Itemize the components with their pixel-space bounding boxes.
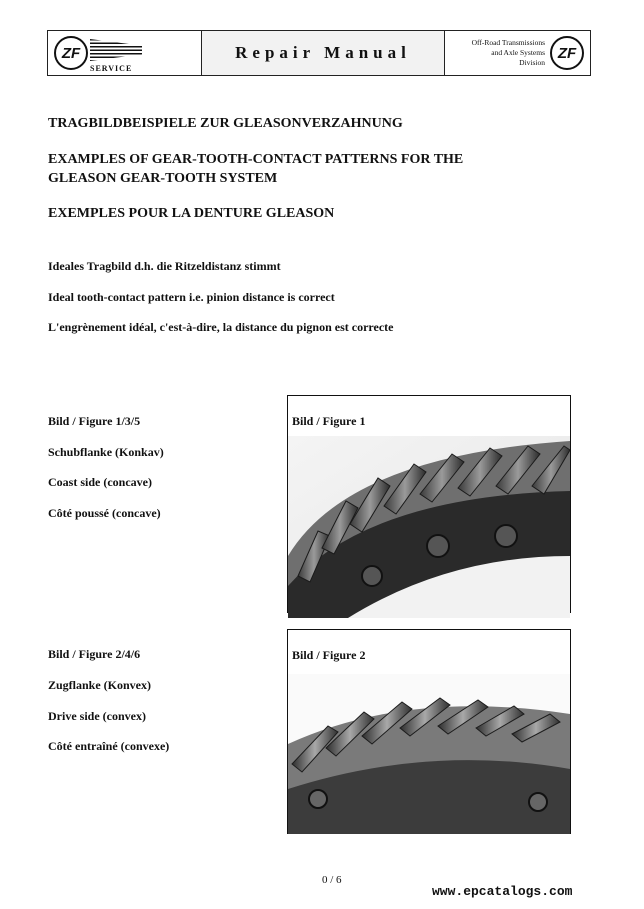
zf-logo-text: ZF [61, 44, 81, 62]
intro-de: Ideales Tragbild d.h. die Ritzeldistanz stimmt [48, 259, 281, 273]
figure-2-frame [287, 629, 571, 834]
division-line-3: Division [519, 58, 545, 67]
coast-side-fr: Côté poussé (concave) [48, 506, 161, 520]
figure-ref-2: Bild / Figure 2/4/6 [48, 647, 141, 661]
watermark: www.epcatalogs.com [432, 884, 573, 899]
zf-logo-right-icon [550, 36, 584, 70]
service-label: SERVICE [90, 64, 133, 73]
drive-side-fr: Côté entraîné (convexe) [48, 739, 170, 753]
figure-2-label: Bild / Figure 2 [292, 648, 366, 662]
logo-stripes-icon [90, 39, 142, 61]
heading-en-line-1: EXAMPLES OF GEAR-TOOTH-CONTACT PATTERNS FOR THE [48, 152, 464, 167]
drive-side-de: Zugflanke (Konvex) [48, 678, 152, 692]
figure-1-gear-photo [288, 436, 570, 618]
figure-1-frame [287, 395, 571, 613]
heading-de: TRAGBILDBEISPIELE ZUR GLEASONVERZAHNUNG [48, 116, 403, 131]
manual-title: Repair Manual [202, 31, 445, 75]
coast-side-en: Coast side (concave) [48, 475, 152, 489]
intro-fr: L'engrènement idéal, c'est-à-dire, la distance du pignon est correcte [48, 320, 394, 334]
zf-service-logo [48, 31, 202, 75]
page-header [47, 30, 591, 76]
division-line-2: and Axle Systems [491, 48, 545, 57]
intro-en: Ideal tooth-contact pattern i.e. pinion distance is correct [48, 290, 335, 304]
heading-fr: EXEMPLES POUR LA DENTURE GLEASON [48, 206, 335, 221]
division-text [449, 38, 545, 68]
figure-ref-1: Bild / Figure 1/3/5 [48, 414, 141, 428]
heading-en-line-2: GLEASON GEAR-TOOTH SYSTEM [48, 171, 278, 186]
division-block [445, 31, 590, 75]
drive-side-en: Drive side (convex) [48, 709, 146, 723]
division-line-1: Off-Road Transmissions [471, 38, 545, 47]
figure-2-gear-photo [288, 674, 570, 834]
zf-logo-right-text: ZF [557, 44, 577, 62]
coast-side-de: Schubflanke (Konkav) [48, 445, 164, 459]
figure-1-label: Bild / Figure 1 [292, 414, 366, 428]
page-number: 0 / 6 [322, 874, 342, 886]
zf-logo-icon [54, 36, 88, 70]
